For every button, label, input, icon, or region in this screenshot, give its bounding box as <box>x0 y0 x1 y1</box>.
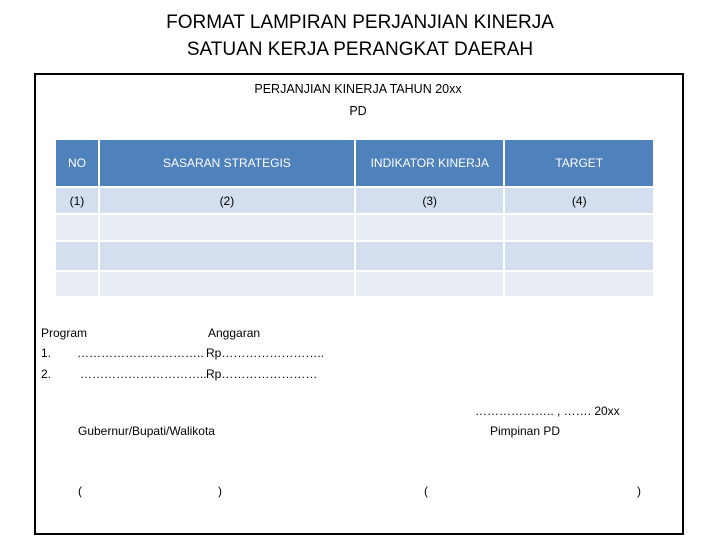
table-cell <box>100 272 356 298</box>
table-cell <box>505 272 653 298</box>
signature-right-open-paren: ( <box>424 484 428 498</box>
table-cell <box>56 242 100 272</box>
program-item-value: ………………………….. <box>80 367 207 381</box>
table-cell <box>56 215 100 242</box>
signatory-left-title: Gubernur/Bupati/Walikota <box>78 424 215 438</box>
table-cell <box>356 242 506 272</box>
anggaran-label: Anggaran <box>208 326 261 340</box>
signatory-right-title: Pimpinan PD <box>490 424 561 438</box>
program-item-value: ………………………….. <box>77 346 204 360</box>
table-cell: (3) <box>356 188 506 215</box>
table-numbering-row <box>56 188 653 215</box>
program-item-number: 1. <box>41 346 52 360</box>
header-sasaran-strategis: SASARAN STRATEGIS <box>100 140 356 188</box>
program-label: Program <box>41 326 88 340</box>
document-heading: PERJANJIAN KINERJA TAHUN 20xx <box>254 82 462 96</box>
table-row <box>56 215 653 242</box>
table-cell: (2) <box>100 188 356 215</box>
header-indikator-kinerja: INDIKATOR KINERJA <box>356 140 506 188</box>
table-cell <box>56 272 100 298</box>
signature-left-open-paren: ( <box>78 484 82 498</box>
slide-title-line2: SATUAN KERJA PERANGKAT DAERAH <box>186 39 534 60</box>
table-cell <box>356 272 506 298</box>
performance-table <box>56 140 653 298</box>
table-cell <box>505 215 653 242</box>
table-cell <box>505 242 653 272</box>
table-cell: (4) <box>505 188 653 215</box>
table-header-row <box>56 140 653 188</box>
signature-left-close-paren: ) <box>218 484 222 498</box>
anggaran-item: Rp…………………… <box>206 367 318 381</box>
table-cell <box>100 242 356 272</box>
table-cell <box>100 215 356 242</box>
anggaran-item: Rp…………………….. <box>206 346 325 360</box>
header-target: TARGET <box>505 140 653 188</box>
table-row <box>56 242 653 272</box>
table-cell <box>356 215 506 242</box>
signature-right-close-paren: ) <box>637 484 641 498</box>
program-item-number: 2. <box>41 367 52 381</box>
header-no: NO <box>56 140 100 188</box>
slide-title-line1: FORMAT LAMPIRAN PERJANJIAN KINERJA <box>166 12 554 33</box>
table-row <box>56 272 653 298</box>
document-subheading: PD <box>349 104 367 118</box>
table-cell: (1) <box>56 188 100 215</box>
place-date: ……………….. , ……. 20xx <box>475 404 620 418</box>
